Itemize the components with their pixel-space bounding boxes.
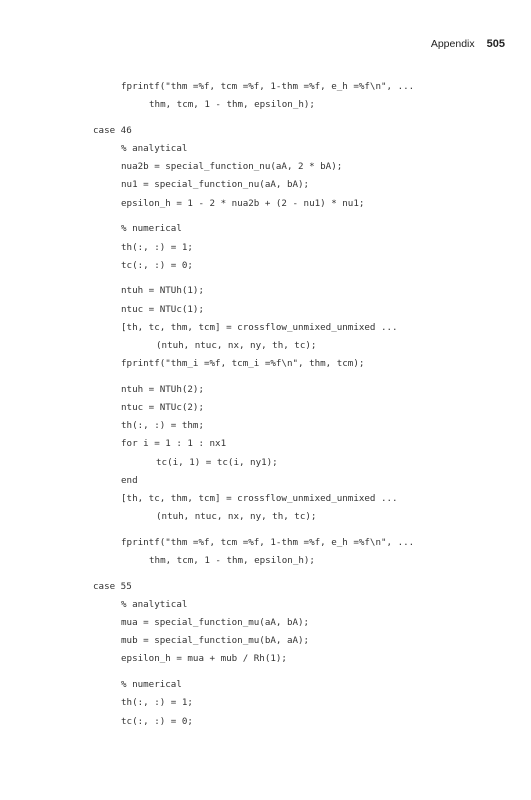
code-line: [th, tc, thm, tcm] = crossflow_unmixed_unmixed ...: [121, 321, 398, 333]
code-line: ntuh = NTUh(2);: [121, 383, 204, 395]
code-line: ntuh = NTUh(1);: [121, 285, 204, 297]
code-line: thm, tcm, 1 - thm, epsilon_h);: [149, 555, 315, 566]
code-line: ntuc = NTUc(2);: [121, 402, 204, 413]
code-line: mub = special_function_mu(bA, aA);: [121, 635, 310, 647]
line-spacer: [0, 669, 531, 677]
code-line: for i = 1 : 1 : nx1: [121, 438, 227, 450]
code-line: % numerical: [121, 679, 182, 691]
code-line: fprintf("thm =%f, tcm =%f, 1-thm =%f, e_h =%f\n", ...: [121, 81, 415, 92]
code-line: th(:, :) = 1;: [121, 241, 193, 253]
line-spacer: [0, 526, 531, 534]
code-line: epsilon_h = mua + mub / Rh(1);: [121, 653, 287, 665]
code-line: case 46: [93, 124, 132, 136]
line-spacer: [0, 213, 531, 221]
code-line: ntuc = NTUc(1);: [121, 303, 204, 315]
code-line: end: [121, 474, 138, 486]
code-line: th(:, :) = thm;: [121, 420, 204, 432]
code-line: (ntuh, ntuc, nx, ny, th, tc);: [156, 511, 317, 523]
page-number: 505: [486, 38, 505, 50]
code-line: fprintf("thm_i =%f, tcm_i =%f\n", thm, tcm);: [121, 358, 365, 370]
line-spacer: [0, 570, 531, 578]
code-line: nua2b = special_function_nu(aA, 2 * bA);: [121, 161, 343, 173]
code-line: tc(:, :) = 0;: [121, 715, 193, 727]
line-spacer: [0, 373, 531, 381]
running-header: [431, 38, 505, 50]
code-line: (ntuh, ntuc, nx, ny, th, tc);: [156, 339, 317, 351]
code-line: [th, tc, thm, tcm] = crossflow_unmixed_unmixed ...: [121, 492, 398, 504]
code-line: epsilon_h = 1 - 2 * nua2b + (2 - nu1) * nu1;: [121, 197, 365, 209]
code-line: nu1 = special_function_nu(aA, bA);: [121, 179, 310, 191]
code-line: % numerical: [121, 223, 182, 235]
code-line: th(:, :) = 1;: [121, 697, 193, 709]
code-line: mua = special_function_mu(aA, bA);: [121, 617, 310, 629]
code-line: case 55: [93, 580, 132, 592]
code-line: fprintf("thm =%f, tcm =%f, 1-thm =%f, e_h =%f\n", ...: [121, 536, 415, 548]
code-line: % analytical: [121, 598, 188, 610]
code-line: % analytical: [121, 143, 188, 155]
code-line: tc(i, 1) = tc(i, ny1);: [156, 456, 278, 468]
code-line: thm, tcm, 1 - thm, epsilon_h);: [149, 99, 315, 111]
line-spacer: [0, 275, 531, 283]
section-title: Appendix: [430, 38, 475, 50]
line-spacer: [0, 114, 531, 122]
code-listing: [0, 78, 531, 731]
code-line: tc(:, :) = 0;: [121, 259, 193, 271]
